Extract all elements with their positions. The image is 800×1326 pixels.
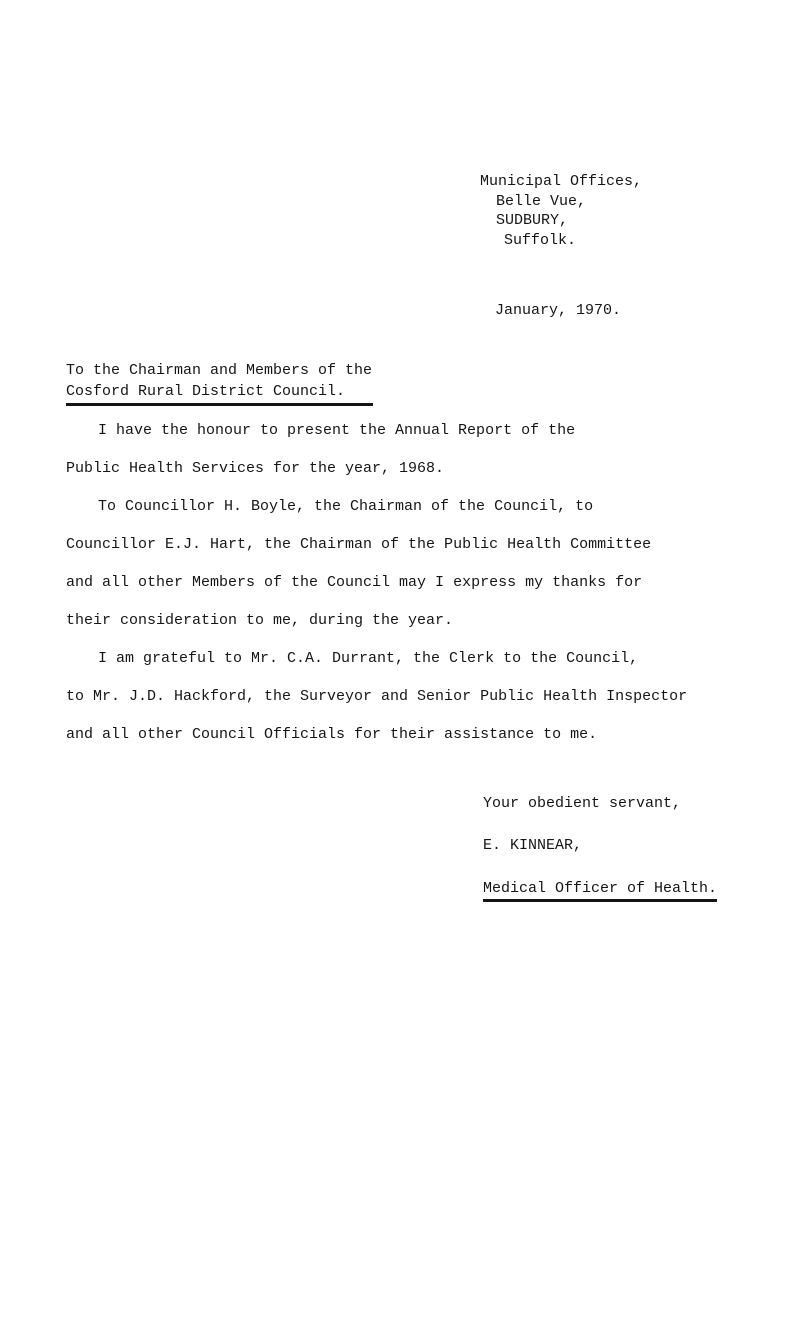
signatory-name: E. KINNEAR, [483, 837, 583, 854]
body-line: To Councillor H. Boyle, the Chairman of the Council, to [98, 498, 594, 515]
body-line: and all other Members of the Council may I express my thanks for [66, 574, 643, 591]
body-line: Councillor E.J. Hart, the Chairman of the Public Health Committee [66, 536, 652, 553]
address-line-3: SUDBURY, [496, 212, 569, 229]
salutation-line-2: Cosford Rural District Council. [66, 381, 373, 406]
salutation-line-1: To the Chairman and Members of the [66, 362, 373, 379]
body-line: Public Health Services for the year, 1968. [66, 460, 445, 477]
address-line-4: Suffolk. [504, 231, 577, 249]
body-line: to Mr. J.D. Hackford, the Surveyor and Senior Public Health Inspector [66, 688, 688, 705]
valediction: Your obedient servant, [483, 795, 682, 812]
address-line-1: Municipal Offices, [480, 173, 643, 190]
body-line: and all other Council Officials for their assistance to me. [66, 726, 598, 743]
letter-date: January, 1970. [495, 302, 622, 319]
address-line-2: Belle Vue, [496, 192, 587, 210]
signatory-title: Medical Officer of Health. [483, 880, 717, 902]
body-line: I have the honour to present the Annual Report of the [98, 422, 576, 439]
salutation [66, 360, 373, 406]
body-line: I am grateful to Mr. C.A. Durrant, the Clerk to the Council, [98, 650, 639, 667]
body-line: their consideration to me, during the year. [66, 612, 454, 629]
